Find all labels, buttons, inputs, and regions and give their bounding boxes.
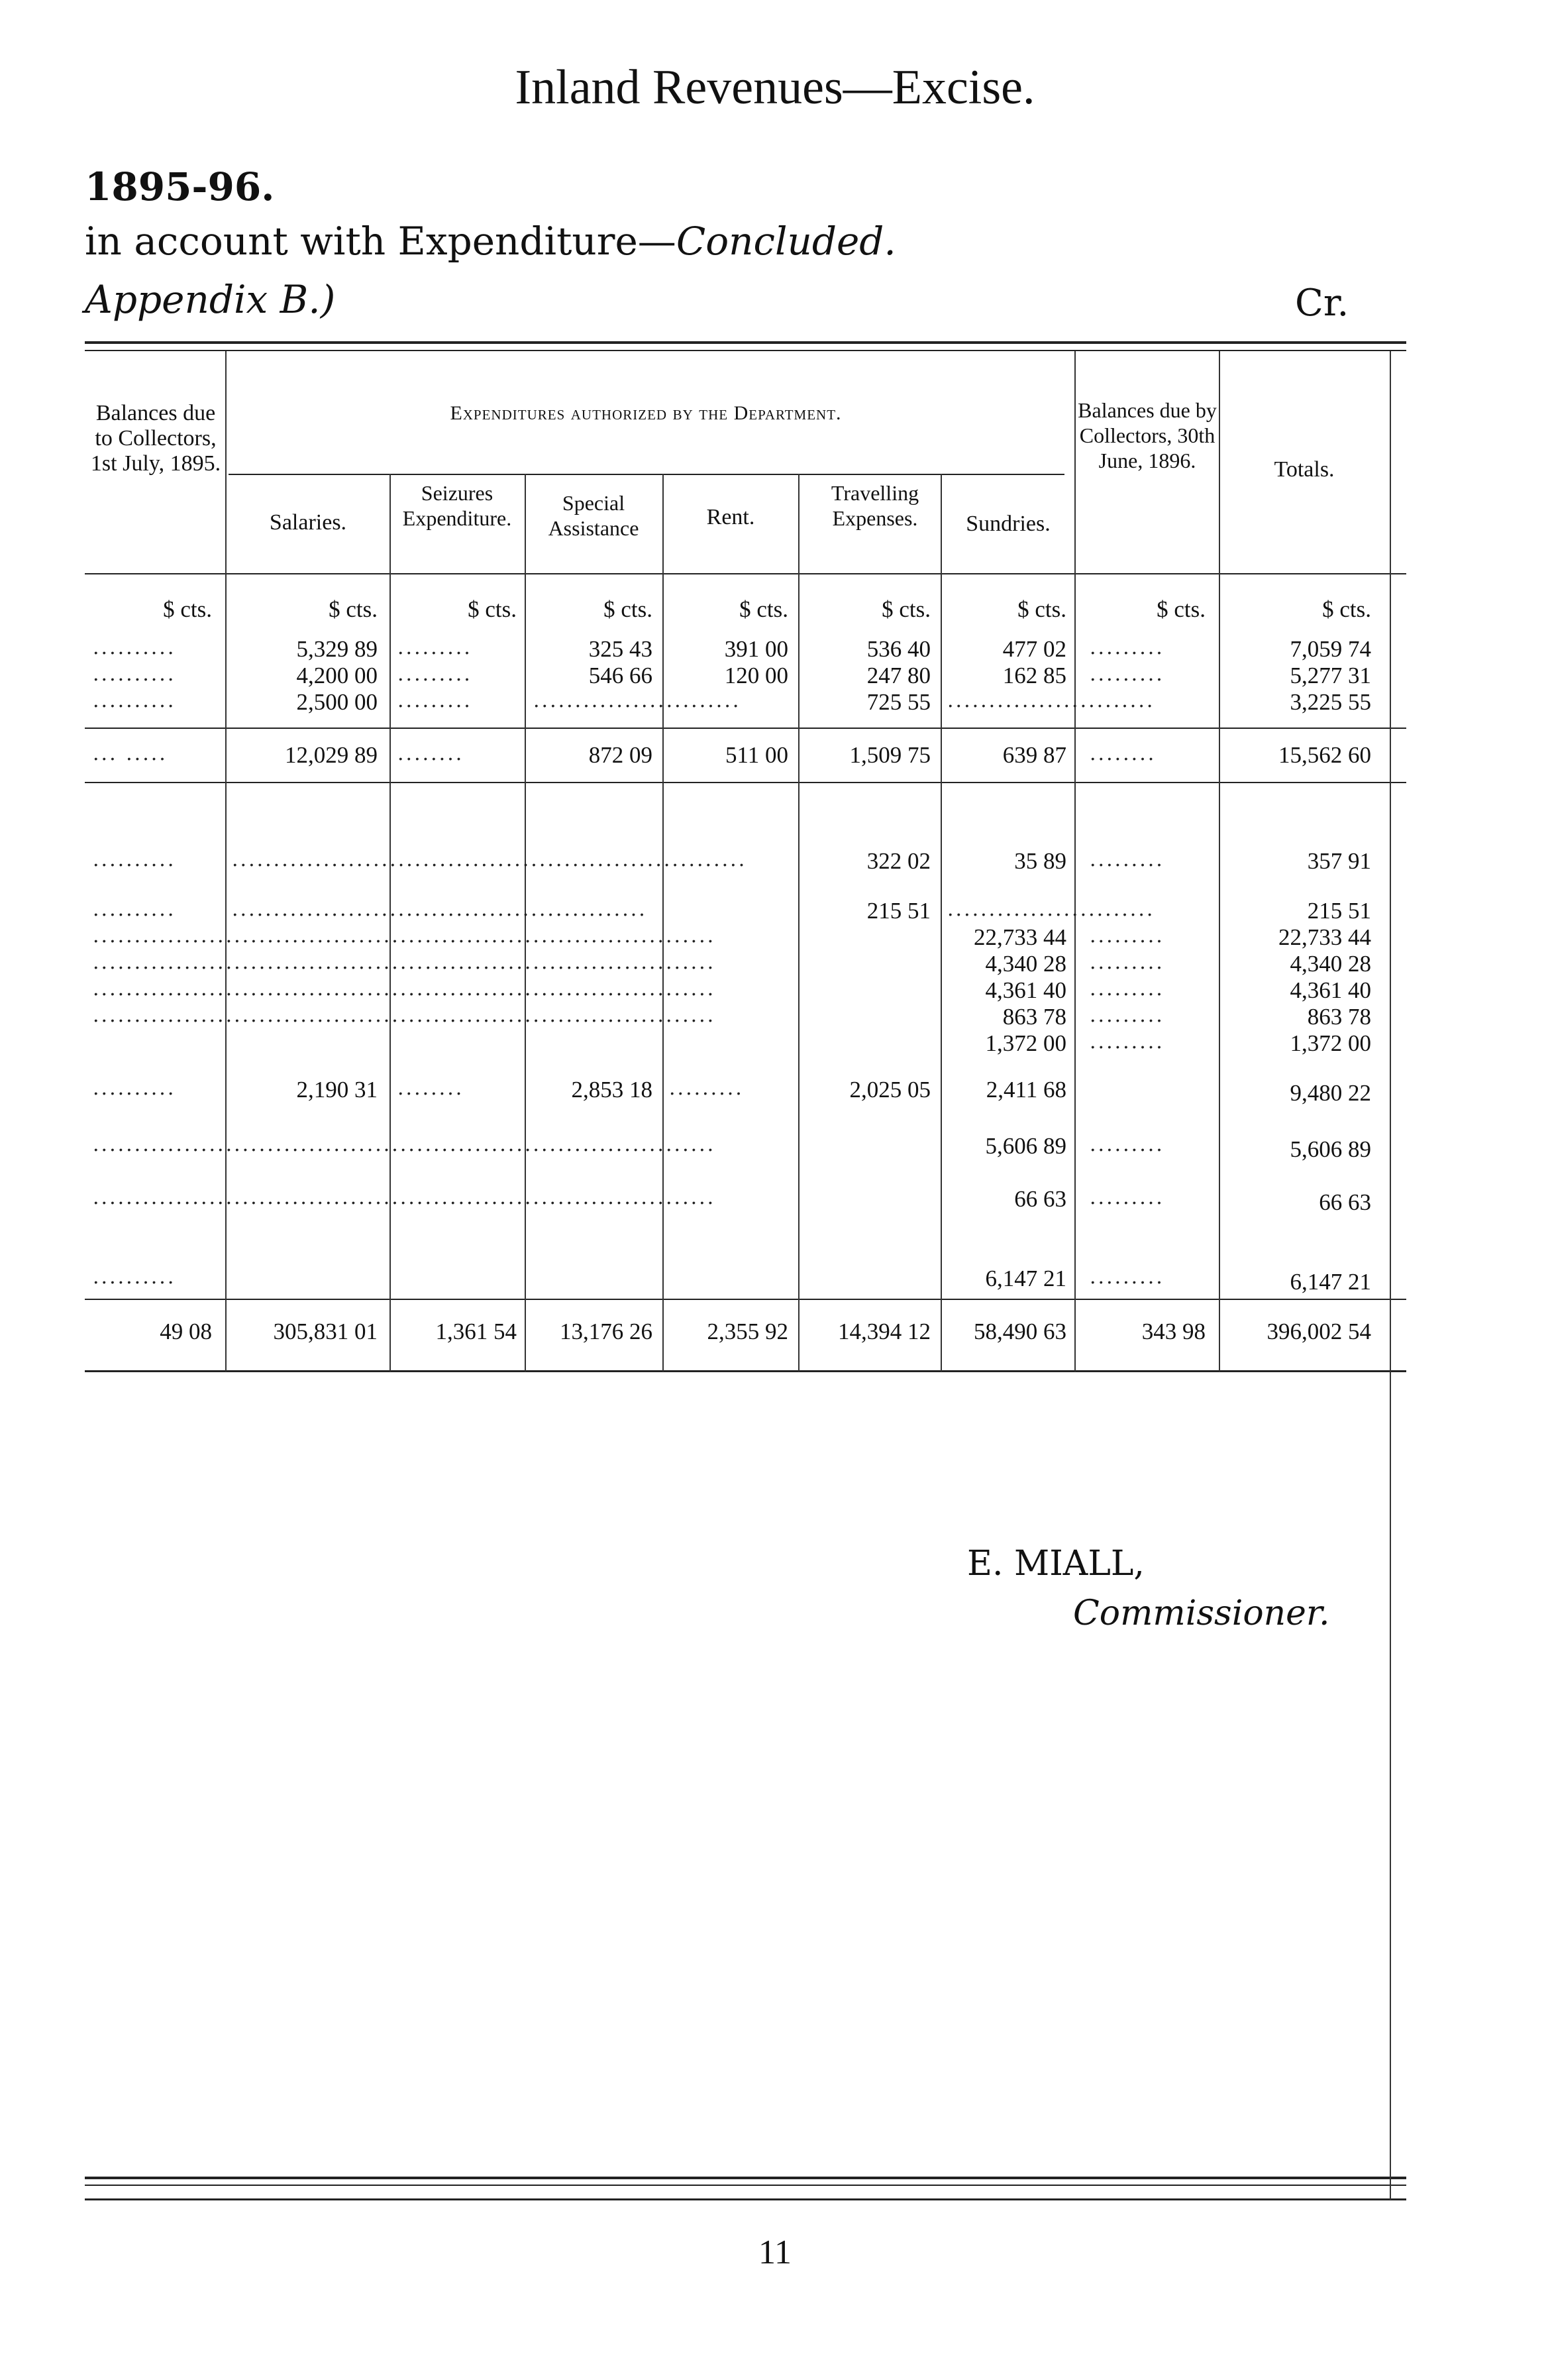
cell-sundries: 863 78 bbox=[1002, 1004, 1066, 1030]
col-header-travel: Travelling Expenses. bbox=[831, 481, 919, 530]
leader-dots: ... ..... bbox=[93, 742, 168, 765]
leader-dots: ......... bbox=[1090, 1186, 1164, 1209]
leader-dots: ......... bbox=[1090, 977, 1164, 1001]
leader-dots: .......... bbox=[93, 848, 176, 871]
cell-travel: 2,025 05 bbox=[849, 1077, 931, 1103]
col-header-rent: Rent. bbox=[706, 505, 755, 529]
account-line bbox=[85, 219, 896, 264]
leader-dots: .......... bbox=[93, 663, 176, 686]
leader-dots: ......... bbox=[1090, 1030, 1164, 1054]
col-rule bbox=[225, 351, 227, 1372]
cell-sundries: 2,411 68 bbox=[986, 1077, 1066, 1103]
cell-travel: 247 80 bbox=[866, 663, 931, 688]
leader-dots: .......... bbox=[93, 1077, 176, 1100]
leader-dots: ......... bbox=[397, 689, 472, 712]
cell-sundries: 22,733 44 bbox=[974, 924, 1066, 950]
cell-totals: 15,562 60 bbox=[1278, 742, 1371, 768]
total-rent: 2,355 92 bbox=[707, 1319, 788, 1344]
page-bottom-rule-3 bbox=[85, 2198, 1406, 2200]
cell-totals: 1,372 00 bbox=[1290, 1030, 1371, 1056]
total-bottom-rule bbox=[85, 1370, 1406, 1372]
col-rule bbox=[1074, 351, 1076, 1372]
total-top-rule bbox=[85, 1299, 1406, 1300]
leader-dots: ........................................................................... bbox=[93, 1004, 716, 1027]
leader-dots: ......... bbox=[397, 663, 472, 686]
leader-dots: ......... bbox=[669, 1077, 744, 1100]
credit-label: Cr. bbox=[1295, 282, 1349, 325]
leader-dots: .......... bbox=[93, 1266, 176, 1289]
col-header-balances-due-by: Balances due by Collectors, 30th June, 1896. bbox=[1078, 398, 1217, 472]
signature-title: Commissioner. bbox=[1073, 1594, 1330, 1633]
cell-sundries: 477 02 bbox=[1002, 636, 1066, 662]
leader-dots: ......... bbox=[1090, 848, 1164, 871]
unit-label: $ cts. bbox=[603, 596, 652, 622]
col-header-sundries: Sundries. bbox=[966, 512, 1051, 536]
cell-rent: 120 00 bbox=[724, 663, 788, 688]
total-balances-due-by: 343 98 bbox=[1141, 1319, 1206, 1344]
unit-label: $ cts. bbox=[1157, 596, 1206, 622]
cell-rent: 391 00 bbox=[724, 636, 788, 662]
leader-dots: ........................................................................... bbox=[93, 1133, 716, 1156]
leader-dots: ......................... bbox=[533, 689, 741, 712]
leader-dots: ......... bbox=[1090, 1004, 1164, 1027]
cell-sundries: 5,606 89 bbox=[985, 1133, 1066, 1159]
appendix-label: Appendix B.) bbox=[85, 277, 336, 322]
unit-label: $ cts. bbox=[1322, 596, 1371, 622]
cell-travel: 322 02 bbox=[811, 848, 931, 875]
leader-dots: ......... bbox=[1090, 924, 1164, 947]
leader-dots: ........................................................................... bbox=[93, 924, 716, 947]
unit-label: $ cts. bbox=[739, 596, 788, 622]
col-rule bbox=[941, 474, 942, 1372]
cell-travel: 1,509 75 bbox=[849, 742, 931, 768]
unit-label: $ cts. bbox=[882, 596, 931, 622]
total-sundries: 58,490 63 bbox=[974, 1319, 1066, 1344]
cell-totals: 9,480 22 bbox=[1290, 1080, 1371, 1106]
cell-rent: 511 00 bbox=[725, 742, 788, 768]
account-suffix: Concluded. bbox=[676, 219, 896, 264]
header-bottom-rule bbox=[85, 573, 1406, 574]
cell-totals: 5,277 31 bbox=[1290, 663, 1371, 688]
unit-label: $ cts. bbox=[1017, 596, 1066, 622]
leader-dots: .......... bbox=[93, 636, 176, 659]
leader-dots: ........ bbox=[1090, 742, 1157, 765]
cell-sundries: 162 85 bbox=[1002, 663, 1066, 688]
cell-sundries: 1,372 00 bbox=[985, 1030, 1066, 1056]
cell-totals: 863 78 bbox=[1307, 1004, 1371, 1030]
leader-dots: ......... bbox=[397, 636, 472, 659]
leader-dots: .......... bbox=[93, 689, 176, 712]
cell-totals: 4,340 28 bbox=[1290, 951, 1371, 977]
unit-label: $ cts. bbox=[468, 596, 517, 622]
page-title: Inland Revenues—Excise. bbox=[515, 60, 1035, 115]
group-heading: Expenditures authorized by the Department. bbox=[450, 402, 842, 424]
cell-special: 2,853 18 bbox=[571, 1077, 652, 1103]
cell-travel: 536 40 bbox=[866, 636, 931, 662]
table-top-rule bbox=[85, 341, 1406, 344]
leader-dots: ......... bbox=[1090, 663, 1164, 686]
cell-totals: 7,059 74 bbox=[1290, 636, 1371, 662]
cell-travel: 725 55 bbox=[866, 689, 931, 715]
col-rule bbox=[798, 474, 800, 1372]
leader-dots: .............................................................. bbox=[232, 848, 747, 871]
col-rule bbox=[1219, 351, 1220, 1372]
leader-dots: ......................... bbox=[947, 689, 1155, 712]
total-travel: 14,394 12 bbox=[838, 1319, 931, 1344]
cell-totals: 6,147 21 bbox=[1290, 1269, 1371, 1295]
group1-bottom-rule bbox=[85, 782, 1406, 783]
cell-totals: 3,225 55 bbox=[1290, 689, 1371, 715]
table-top-rule-thin bbox=[85, 350, 1406, 351]
col-rule bbox=[525, 474, 526, 1372]
col-header-balances-due-to: Balances due to Collectors, 1st July, 1895. bbox=[90, 401, 221, 476]
leader-dots: ........................................................................... bbox=[93, 951, 716, 974]
fiscal-year: 1895-96. bbox=[85, 164, 275, 209]
cell-salaries: 2,190 31 bbox=[296, 1077, 378, 1103]
col-header-seizures: Seizures Expenditure. bbox=[402, 481, 512, 530]
col-header-special: Special Assistance bbox=[548, 491, 639, 540]
cell-sundries: 66 63 bbox=[1014, 1186, 1066, 1212]
group-heading-rule bbox=[229, 474, 1064, 475]
cell-sundries: 639 87 bbox=[1002, 742, 1066, 768]
cell-totals: 357 91 bbox=[1307, 848, 1371, 874]
cell-totals: 22,733 44 bbox=[1278, 924, 1371, 950]
leader-dots: .................................................. bbox=[232, 898, 647, 921]
cell-salaries: 2,500 00 bbox=[296, 689, 378, 715]
leader-dots: ......... bbox=[1090, 636, 1164, 659]
leader-dots: ......................... bbox=[947, 898, 1155, 921]
table-right-edge bbox=[1390, 351, 1391, 2200]
leader-dots: ........................................................................... bbox=[93, 977, 716, 1001]
leader-dots: ......... bbox=[1090, 1133, 1164, 1156]
cell-totals: 4,361 40 bbox=[1290, 977, 1371, 1003]
cell-special: 872 09 bbox=[588, 742, 652, 768]
cell-travel: 215 51 bbox=[866, 898, 931, 924]
total-balances-due-to: 49 08 bbox=[160, 1319, 212, 1344]
page-bottom-rule-1 bbox=[85, 2177, 1406, 2179]
total-special: 13,176 26 bbox=[560, 1319, 652, 1344]
leader-dots: ........ bbox=[397, 1077, 464, 1100]
col-rule bbox=[389, 474, 391, 1372]
cell-sundries: 6,147 21 bbox=[985, 1266, 1066, 1291]
leader-dots: ......... bbox=[1090, 1266, 1164, 1289]
leader-dots: ......... bbox=[1090, 951, 1164, 974]
cell-salaries: 12,029 89 bbox=[285, 742, 378, 768]
account-prefix: in account with Expenditure— bbox=[85, 219, 676, 264]
col-rule bbox=[662, 474, 664, 1372]
page-bottom-rule-2 bbox=[85, 2185, 1406, 2186]
col-header-totals: Totals. bbox=[1274, 457, 1335, 482]
cell-salaries: 4,200 00 bbox=[296, 663, 378, 688]
total-salaries: 305,831 01 bbox=[273, 1319, 378, 1344]
cell-sundries: 35 89 bbox=[1014, 848, 1066, 874]
cell-totals: 215 51 bbox=[1307, 898, 1371, 924]
cell-totals: 5,606 89 bbox=[1290, 1136, 1371, 1162]
leader-dots: ........................................................................... bbox=[93, 1186, 716, 1209]
group1-sum-rule bbox=[85, 728, 1406, 729]
cell-sundries: 4,361 40 bbox=[985, 977, 1066, 1003]
leader-dots: .......... bbox=[93, 898, 176, 921]
cell-special: 325 43 bbox=[588, 636, 652, 662]
leader-dots: ........ bbox=[397, 742, 464, 765]
total-seizures: 1,361 54 bbox=[435, 1319, 517, 1344]
cell-totals: 66 63 bbox=[1319, 1189, 1371, 1215]
cell-sundries: 4,340 28 bbox=[985, 951, 1066, 977]
page-number: 11 bbox=[758, 2234, 792, 2271]
cell-special: 546 66 bbox=[588, 663, 652, 688]
col-header-salaries: Salaries. bbox=[269, 510, 347, 535]
total-totals: 396,002 54 bbox=[1266, 1319, 1371, 1344]
unit-label: $ cts. bbox=[329, 596, 378, 622]
signature-name: E. MIALL, bbox=[967, 1544, 1145, 1584]
cell-salaries: 5,329 89 bbox=[296, 636, 378, 662]
unit-label: $ cts. bbox=[163, 596, 212, 622]
